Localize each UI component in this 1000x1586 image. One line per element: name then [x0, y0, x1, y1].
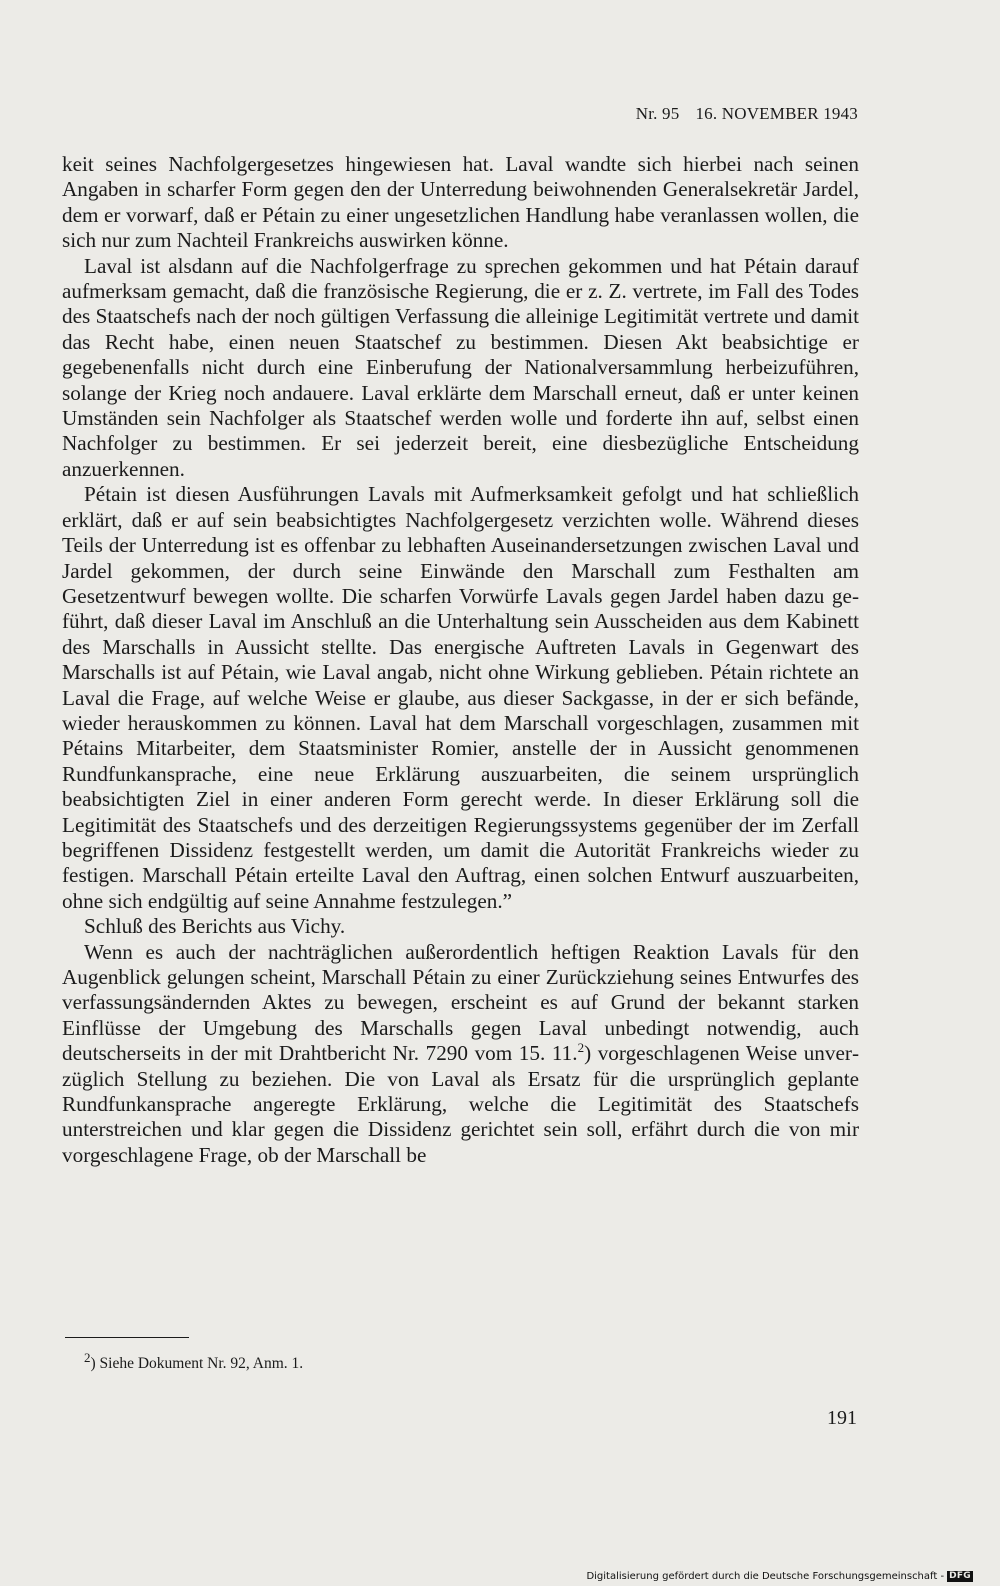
document-number: Nr. 95 — [635, 104, 680, 123]
footnote-text: ) Siehe Dokument Nr. 92, Anm. 1. — [90, 1355, 304, 1372]
footnote-marker: 2 — [84, 1349, 91, 1365]
footnote-divider — [65, 1337, 189, 1338]
running-header — [636, 104, 858, 124]
paragraph-2: Laval ist alsdann auf die Nachfolgerfrage zu sprechen gekommen und hat Pétain darauf aufmerksam gemacht, daß die französische Regierung, die er z. Z. vertrete, im Fall des Todes des Staatschefs nach der noch gültigen Verfassung die alleinige Legitimität vertrete und damit das Recht habe, einen neuen Staatschef zu bestimmen. Diesen Akt beabsichtige er gegebenenfalls nicht durch eine Einberufung der Nationalversammlung herbeizuführen, solange der Krieg noch andauere. Laval erklärte dem Marschall erneut, daß er unter keinen Umständen sein Nachfolger als Staatschef werden wolle und forderte ihn auf, selbst einen Nachfolger zu bestimmen. Er sei jederzeit bereit, eine diesbezügliche Entscheidung anzuerkennen. — [62, 253, 859, 481]
credit-text: Digitalisierung gefördert durch die Deutsche Forschungsgemeinschaft - — [586, 1571, 945, 1582]
document-date: 16. NOVEMBER 1943 — [695, 104, 858, 123]
paragraph-3: Pétain ist diesen Ausführungen Lavals mit Aufmerksamkeit gefolgt und hat schließlich erklärt, daß er auf sein beabsichtigtes Nachfolgergesetz verzichten wolle. Während dieses Teils der Unterredung ist es offenbar zu lebhaften Auseinandersetzungen zwischen Laval und Jardel gekommen, der durch seine Einwände den Marschall zum Festhalten am Gesetzentwurf bewegen wollte. Die scharfen Vorwürfe Lavals gegen Jardel haben dazu geführt, daß dieser Laval im Anschluß an die Unterhaltung sein Ausscheiden aus dem Kabinett des Marschalls in Aussicht stellte. Das energische Auftreten Lavals in Gegenwart des Marschalls ist auf Pétain, wie Laval angab, nicht ohne Wirkung geblieben. Pétain richtete an Laval die Frage, auf welche Weise er glaube, aus dieser Sackgasse, in der er sich befände, wieder herauskommen zu können. Laval hat dem Marschall vorgeschlagen, zusammen mit Pétains Mitarbeiter, dem Staatsminister Romier, anstelle der in Aussicht genommenen Rundfunkansprache, eine neue Erklärung auszuarbeiten, die seinem ursprünglich beabsichtigten Ziel in einer anderen Form gerecht werde. In dieser Erklärung soll die Legitimität des Staatschefs und des derzeitigen Regierungssystems gegenüber der im Zerfall begriffenen Dissidenz festgestellt werden, um damit die Autorität Frankreichs wieder zu festigen. Marschall Pétain erteilte Laval den Auftrag, einen solchen Entwurf auszuarbeiten, ohne sich endgültig auf seine Annahme festzulegen.” — [62, 482, 859, 913]
paragraph-4: Schluß des Berichts aus Vichy. — [84, 914, 346, 939]
paragraph-5-text-before: Wenn es auch der nachträglichen außerordentlich heftigen Reaktion Lavals für den Augenblick gelungen scheint, Marschall Pétain zu einer Zurückziehung seines Entwurfes des verfassungsändernden Aktes zu bewegen, erscheint es auf Grund der bekannt starken Einflüsse der Umgebung des Marschalls gegen Laval unbedingt notwendig, auch deutscherseits in der mit Drahtbericht Nr. 7290 vom 15. 11. — [62, 939, 859, 1066]
digitization-credit — [586, 1571, 973, 1582]
paragraph-5 — [62, 940, 859, 1169]
paragraph-5-text-after: ) vorgeschlagenen Weise unverzüglich Stellung zu beziehen. Die von Laval als Ersatz für die ursprünglich geplante Rundfunkansprache angeregte Erklärung, welche die Legitimität des Staatschefs unterstreichen und klar gegen die Dissidenz gerichtet sein soll, erfährt durch die von mir vorgeschlagene Frage, ob der Marschall be — [62, 1041, 859, 1167]
footnote — [84, 1349, 304, 1373]
footnote-reference: 2 — [577, 1040, 585, 1056]
dfg-logo-icon: DFG — [949, 1571, 971, 1581]
page-number: 191 — [827, 1407, 857, 1429]
body-text — [62, 152, 859, 1168]
paragraph-1: keit seines Nachfolgergesetzes hingewiesen hat. Laval wandte sich hierbei nach seinen Angaben in scharfer Form gegen den der Unterredung beiwohnenden Generalsekretär Jardel, dem er vorwarf, daß er Pétain zu einer ungesetzlichen Handlung habe veranlassen wollen, die sich nur zum Nachteil Frankreichs auswirken könne. — [62, 152, 859, 253]
